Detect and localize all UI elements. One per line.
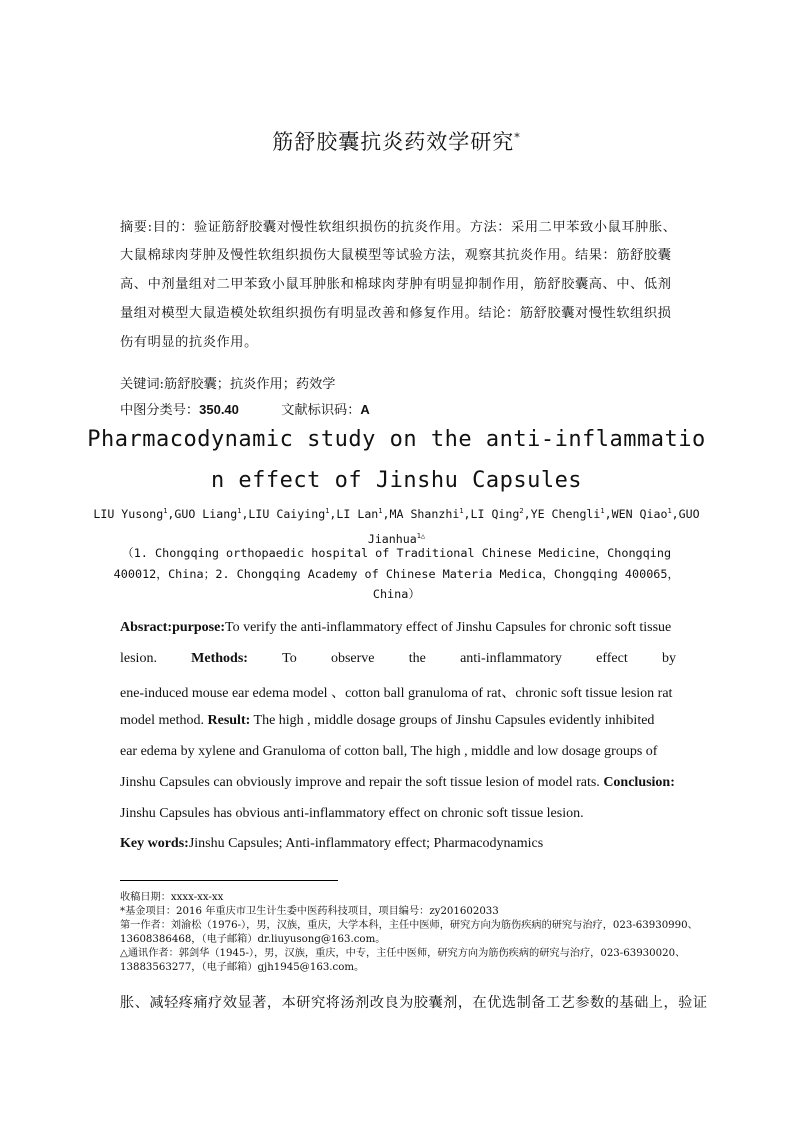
paper-title-en-line1: Pharmacodynamic study on the anti-inflammatio <box>87 427 706 452</box>
author-name: LIU Yusong <box>93 506 164 521</box>
author-affiliation-mark: 1 <box>378 507 383 515</box>
author-affiliation-mark: 1 <box>237 507 242 515</box>
abstract-en-line: ear edema by xylene and Granuloma of cotton ball, The high , middle and low dosage groups of <box>120 744 658 759</box>
abstract-en-line: Jinshu Capsules has obvious anti-inflammatory effect on chronic soft tissue lesion. <box>120 806 584 821</box>
footnote-fund: *基金项目：2016 年重庆市卫生计生委中医药科技项目，项目编号：zy201602033 <box>120 906 499 917</box>
footnote-corresponding-author: △通讯作者：郭剑华（1945-），男，汉族，重庆，中专，主任中医师，研究方向为筋伤疾病的研究与治疗，023-63930020、 <box>120 948 686 959</box>
paper-title-en-line2: n effect of Jinshu Capsules <box>210 468 583 493</box>
abstract-en-line: lesion. Methods: To observe the anti-inflammatory effect by <box>120 651 676 666</box>
abstract-en-line: model method. Result: The high , middle dosage groups of Jinshu Capsules evidently inhibited <box>120 713 655 728</box>
author-name: YE Chengli <box>530 506 601 521</box>
abstract-en-line: Jinshu Capsules can obviously improve and repair the soft tissue lesion of model rats. Conclusion: <box>120 775 675 790</box>
author-list: LIU Yusong$^1$,GUO Liang$^1$,LIU Caiying$^1$,LI Lan$^1$,MA Shanzhi$^1$,LI Qing$^2$,YE Chengli$^1$,WEN Qiao$^1$,GUO Jianhua$^{1\triangle}$ <box>93 506 700 546</box>
author-affiliation-mark: 1 <box>163 507 168 515</box>
author-name: WEN Qiao <box>611 506 668 521</box>
keywords-en: Key words:Jinshu Capsules; Anti-inflammatory effect; Pharmacodynamics <box>120 836 544 851</box>
abstract-cn-line: 伤有明显的抗炎作用。 <box>120 335 258 350</box>
footnote-received: 收稿日期：xxxx-xx-xx <box>120 892 224 903</box>
doc-code-label: 文献标识码： <box>281 403 361 418</box>
purpose-label: Absract:purpose: <box>120 620 225 635</box>
abstract-cn-line: 高、中剂量组对二甲苯致小鼠耳肿胀和棉球肉芽肿有明显抑制作用，筋舒胶囊高、中、低剂 <box>120 277 672 292</box>
footnote-first-author: 第一作者：刘渝松（1976-），男，汉族，重庆，大学本科，主任中医师，研究方向为筋伤疾病的研究与治疗，023-63930990、 <box>120 920 698 931</box>
footnote-divider <box>120 880 338 881</box>
keywords-en-label: Key words: <box>120 836 189 851</box>
paper-title-cn: 筋舒胶囊抗炎药效学研究* <box>272 130 521 154</box>
author-name: LIU Caiying <box>248 506 326 521</box>
clc-value: 350.40 <box>199 402 239 417</box>
abstract-cn-line: 大鼠棉球肉芽肿及慢性软组织损伤大鼠模型等试验方法，观察其抗炎作用。结果：筋舒胶囊 <box>120 248 672 263</box>
doc-code-value: A <box>360 402 370 417</box>
clc-label: 中图分类号： <box>120 403 200 418</box>
footnote-first-author-contact: 13608386468，（电子邮箱）dr.liuyusong@163.com。 <box>120 934 386 945</box>
abstract-en-line: ene-induced mouse ear edema model 、cotton ball granuloma of rat、chronic soft tissue lesion rat <box>120 686 673 701</box>
author-affiliation-mark: 1 <box>600 507 605 515</box>
author-affiliation-mark: 1△ <box>416 531 426 540</box>
author-name: LI Lan <box>336 506 379 521</box>
classification-line <box>120 399 370 418</box>
methods-label: Methods: <box>191 651 248 666</box>
author-affiliation-mark: 1 <box>325 507 330 515</box>
author-affiliation-mark: 1 <box>667 507 672 515</box>
abstract-en-line: Absract:purpose:To verify the anti-inflammatory effect of Jinshu Capsules for chronic soft tissue <box>120 620 672 635</box>
result-label: Result: <box>207 713 251 728</box>
body-text-fragment: 胀、减轻疼痛疗效显著，本研究将汤剂改良为胶囊剂，在优选制备工艺参数的基础上，验证 <box>120 995 708 1011</box>
abstract-cn-line: 量组对模型大鼠造模处软组织损伤有明显改善和修复作用。结论：筋舒胶囊对慢性软组织损 <box>120 306 672 321</box>
affiliations: （1. Chongqing orthopaedic hospital of Traditional Chinese Medicine，Chongqing 400012，China；2. Chongqing Academy of Chinese Materia Medica，Chongqing 400065，China） <box>113 546 680 601</box>
author-affiliation-mark: 1 <box>459 507 464 515</box>
author-affiliation-mark: 2 <box>519 507 524 515</box>
footnote-corresponding-contact: 13883563277，（电子邮箱）gjh1945@163.com。 <box>120 962 365 973</box>
keywords-cn: 关键词:筋舒胶囊；抗炎作用；药效学 <box>120 377 336 392</box>
fund-mark: * <box>514 131 521 144</box>
author-name: LI Qing <box>470 506 520 521</box>
conclusion-label: Conclusion: <box>603 775 675 790</box>
author-name: GUO Jianhua <box>367 506 700 546</box>
author-name: MA Shanzhi <box>389 506 460 521</box>
author-name: GUO Liang <box>174 506 238 521</box>
abstract-cn-line: 摘要:目的：验证筋舒胶囊对慢性软组织损伤的抗炎作用。方法：采用二甲苯致小鼠耳肿胀、 <box>120 220 677 235</box>
